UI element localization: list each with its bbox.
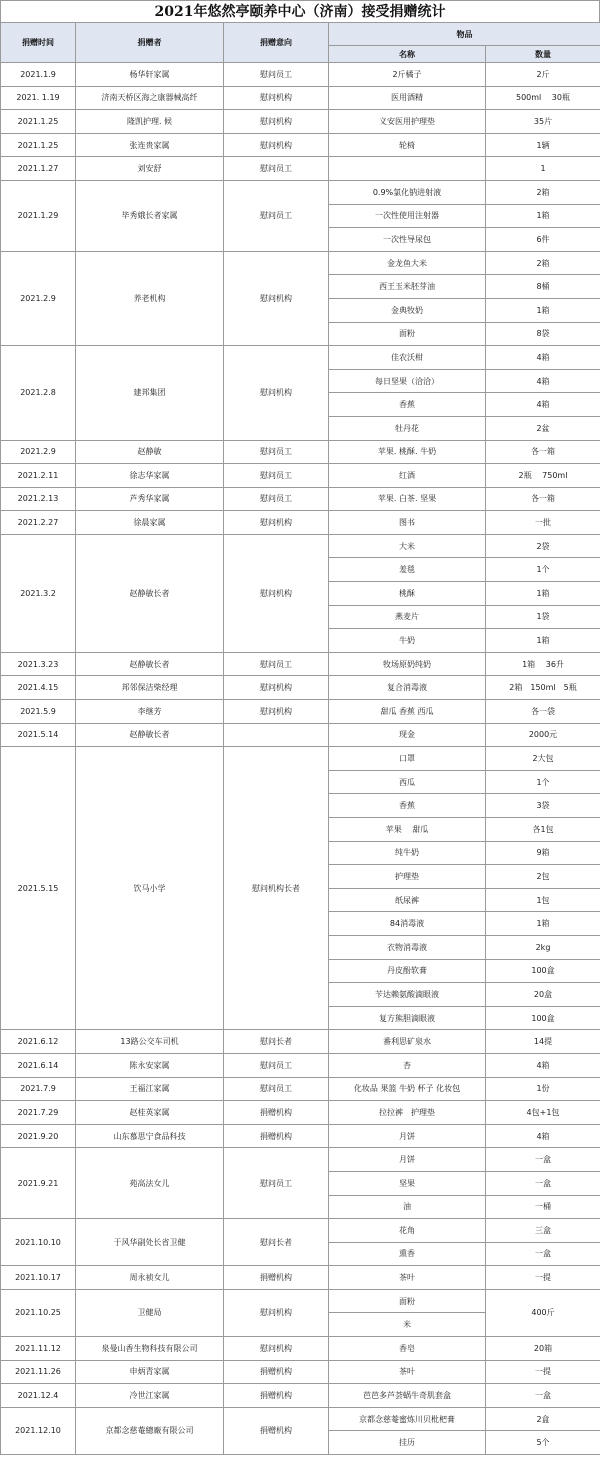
cell-item-name: 红酒 [329, 464, 486, 488]
cell-quantity: 3袋 [486, 794, 600, 818]
table-row [1, 1077, 600, 1101]
cell-item-name: 大米 [329, 534, 486, 558]
cell-quantity: 8桶 [486, 275, 600, 299]
cell-purpose: 慰问员工 [224, 440, 329, 464]
table-row [1, 1289, 600, 1313]
cell-quantity: 5个 [486, 1431, 600, 1455]
table-row [1, 346, 600, 370]
cell-quantity: 1袋 [486, 605, 600, 629]
cell-quantity: 2盒 [486, 1407, 600, 1431]
cell-purpose [224, 723, 329, 747]
cell-donor: 泉曼山香生物科技有限公司 [76, 1337, 224, 1361]
cell-quantity: 2袋 [486, 534, 600, 558]
cell-purpose: 慰问机构 [224, 534, 329, 652]
cell-purpose: 捐赠机构 [224, 1266, 329, 1290]
cell-item-name: 金龙鱼大米 [329, 251, 486, 275]
cell-quantity: 一批 [486, 511, 600, 535]
cell-item-name: 轮椅 [329, 133, 486, 157]
cell-purpose: 慰问机构 [224, 1337, 329, 1361]
cell-donor: 济南天桥区海之康器械高纤 [76, 86, 224, 110]
cell-quantity: 9箱 [486, 841, 600, 865]
table-row [1, 1337, 600, 1361]
cell-item-name: 图书 [329, 511, 486, 535]
cell-donor: 刘安舒 [76, 157, 224, 181]
table-body [1, 63, 600, 1455]
cell-item-name: 米 [329, 1313, 486, 1337]
cell-quantity: 2盆 [486, 416, 600, 440]
cell-donor: 王福江家属 [76, 1077, 224, 1101]
cell-item-name: 番利思矿泉水 [329, 1030, 486, 1054]
cell-item-name: 月饼 [329, 1148, 486, 1172]
header-date: 捐赠时间 [1, 23, 76, 63]
cell-purpose: 慰问员工 [224, 652, 329, 676]
cell-purpose: 捐赠机构 [224, 1124, 329, 1148]
table-row [1, 747, 600, 771]
cell-item-name: 牡丹花 [329, 416, 486, 440]
cell-date: 2021.10.25 [1, 1289, 76, 1336]
header-purpose: 捐赠意向 [224, 23, 329, 63]
cell-item-name: 复合消毒液 [329, 676, 486, 700]
cell-donor: 京都念慈菴總廠有限公司 [76, 1407, 224, 1454]
cell-donor: 赵静敏长者 [76, 534, 224, 652]
cell-quantity: 4箱 [486, 393, 600, 417]
cell-item-name: 金典牧奶 [329, 298, 486, 322]
cell-quantity: 1箱 36升 [486, 652, 600, 676]
cell-donor: 毕秀娥长者家属 [76, 180, 224, 251]
cell-purpose: 慰问机构 [224, 511, 329, 535]
table-row [1, 1384, 600, 1408]
cell-item-name: 纯牛奶 [329, 841, 486, 865]
cell-quantity: 20箱 [486, 1337, 600, 1361]
cell-item-name: 月饼 [329, 1124, 486, 1148]
cell-purpose: 慰问员工 [224, 63, 329, 87]
cell-quantity: 一提 [486, 1266, 600, 1290]
cell-quantity: 各1包 [486, 818, 600, 842]
cell-item-name: 坚果 [329, 1171, 486, 1195]
cell-item-name: 口罩 [329, 747, 486, 771]
cell-purpose: 慰问员工 [224, 1053, 329, 1077]
cell-quantity: 1个 [486, 770, 600, 794]
cell-quantity: 1 [486, 157, 600, 181]
header-donor: 捐赠者 [76, 23, 224, 63]
cell-item-name: 京都念慈菴蜜炼川贝枇杷膏 [329, 1407, 486, 1431]
cell-item-name [329, 157, 486, 181]
cell-item-name: 衣物消毒液 [329, 935, 486, 959]
cell-item-name: 花角 [329, 1219, 486, 1243]
header-items: 物品 [329, 23, 600, 46]
cell-donor: 于风华副处长省卫健 [76, 1219, 224, 1266]
cell-item-name: 苹果. 白茶. 坚果 [329, 487, 486, 511]
cell-donor: 张连贵家属 [76, 133, 224, 157]
cell-date: 2021.1.29 [1, 180, 76, 251]
cell-date: 2021.9.21 [1, 1148, 76, 1219]
cell-purpose: 慰问机构 [224, 1289, 329, 1336]
cell-donor: 建邦集团 [76, 346, 224, 440]
table-row [1, 157, 600, 181]
table-row [1, 1124, 600, 1148]
cell-purpose: 捐赠机构 [224, 1384, 329, 1408]
cell-item-name: 苹果 甜瓜 [329, 818, 486, 842]
table-row [1, 86, 600, 110]
cell-donor: 申炳青家属 [76, 1360, 224, 1384]
cell-item-name: 桃酥 [329, 582, 486, 606]
table-row [1, 511, 600, 535]
table-row [1, 1148, 600, 1172]
cell-donor: 赵静敏 [76, 440, 224, 464]
cell-donor: 李继芳 [76, 700, 224, 724]
cell-item-name: 2斤橘子 [329, 63, 486, 87]
cell-purpose: 慰问机构 [224, 133, 329, 157]
cell-item-name: 护理垫 [329, 865, 486, 889]
table-row [1, 1219, 600, 1243]
cell-item-name: 西瓜 [329, 770, 486, 794]
cell-donor: 赵静敏长者 [76, 652, 224, 676]
cell-quantity: 1包 [486, 888, 600, 912]
cell-quantity: 1辆 [486, 133, 600, 157]
cell-date: 2021.2.9 [1, 251, 76, 345]
cell-purpose: 慰问机构 [224, 251, 329, 345]
cell-purpose: 慰问机构 [224, 86, 329, 110]
cell-item-name: 杏 [329, 1053, 486, 1077]
cell-donor: 陈永安家属 [76, 1053, 224, 1077]
cell-item-name: 芭芭多芦荟蜗牛奇肌套盒 [329, 1384, 486, 1408]
cell-purpose: 慰问员工 [224, 1077, 329, 1101]
cell-item-name: 一次性导尿包 [329, 228, 486, 252]
table-row [1, 1407, 600, 1431]
cell-quantity: 一盒 [486, 1148, 600, 1172]
cell-item-name: 苹果. 桃酥. 牛奶 [329, 440, 486, 464]
cell-quantity: 4箱 [486, 369, 600, 393]
table-row [1, 652, 600, 676]
cell-purpose: 慰问长者 [224, 1219, 329, 1266]
table-row [1, 1266, 600, 1290]
cell-quantity: 1箱 [486, 298, 600, 322]
cell-item-name: 牧场原奶纯奶 [329, 652, 486, 676]
table-row [1, 180, 600, 204]
cell-item-name: 丹皮酚软膏 [329, 959, 486, 983]
cell-quantity: 2包 [486, 865, 600, 889]
cell-item-name: 每日坚果（洽洽） [329, 369, 486, 393]
cell-date: 2021.12.10 [1, 1407, 76, 1454]
cell-quantity: 一盒 [486, 1384, 600, 1408]
cell-date: 2021.1.25 [1, 110, 76, 134]
cell-date: 2021.2.8 [1, 346, 76, 440]
cell-date: 2021.9.20 [1, 1124, 76, 1148]
cell-item-name: 纸尿裤 [329, 888, 486, 912]
cell-quantity: 4箱 [486, 1053, 600, 1077]
cell-date: 2021.10.17 [1, 1266, 76, 1290]
cell-item-name: 84消毒液 [329, 912, 486, 936]
header-item-name: 名称 [329, 46, 486, 63]
cell-purpose: 慰问长者 [224, 1030, 329, 1054]
cell-quantity: 14提 [486, 1030, 600, 1054]
cell-item-name: 一次性使用注射器 [329, 204, 486, 228]
cell-item-name: 面粉 [329, 1289, 486, 1313]
cell-quantity: 一桶 [486, 1195, 600, 1219]
table-row [1, 63, 600, 87]
cell-quantity: 4箱 [486, 1124, 600, 1148]
cell-item-name: 苄达赖氨酸滴眼液 [329, 983, 486, 1007]
cell-quantity: 1箱 [486, 629, 600, 653]
cell-quantity: 500ml 30瓶 [486, 86, 600, 110]
cell-date: 2021.1.27 [1, 157, 76, 181]
cell-donor: 徐晨家属 [76, 511, 224, 535]
cell-purpose: 慰问机构 [224, 110, 329, 134]
cell-item-name: 牛奶 [329, 629, 486, 653]
cell-item-name: 挂历 [329, 1431, 486, 1455]
cell-purpose: 慰问机构长者 [224, 747, 329, 1030]
cell-item-name: 复方熊胆滴眼液 [329, 1006, 486, 1030]
cell-item-name: 0.9%氯化钠进射液 [329, 180, 486, 204]
cell-quantity: 1箱 [486, 582, 600, 606]
cell-date: 2021.1.9 [1, 63, 76, 87]
cell-quantity: 一盒 [486, 1242, 600, 1266]
cell-date: 2021.11.26 [1, 1360, 76, 1384]
cell-quantity: 100盒 [486, 1006, 600, 1030]
table-row [1, 1101, 600, 1125]
cell-quantity: 2箱 150ml 5瓶 [486, 676, 600, 700]
cell-item-name: 油 [329, 1195, 486, 1219]
cell-quantity: 一盒 [486, 1171, 600, 1195]
cell-item-name: 熏香 [329, 1242, 486, 1266]
cell-quantity: 400斤 [486, 1289, 600, 1336]
cell-donor: 赵静敏长者 [76, 723, 224, 747]
cell-donor: 徐志华家属 [76, 464, 224, 488]
cell-quantity: 4箱 [486, 346, 600, 370]
cell-donor: 杨华轩家属 [76, 63, 224, 87]
cell-quantity: 各一箱 [486, 440, 600, 464]
cell-item-name: 甜瓜 香蕉 西瓜 [329, 700, 486, 724]
cell-donor: 山东慕思宁食品科技 [76, 1124, 224, 1148]
table-row [1, 700, 600, 724]
cell-date: 2021.6.12 [1, 1030, 76, 1054]
cell-quantity: 2kg [486, 935, 600, 959]
table-header [1, 23, 600, 63]
cell-date: 2021.2.9 [1, 440, 76, 464]
cell-donor: 邦邻保洁柴经理 [76, 676, 224, 700]
cell-donor: 卫健局 [76, 1289, 224, 1336]
cell-date: 2021.5.15 [1, 747, 76, 1030]
cell-purpose: 慰问机构 [224, 676, 329, 700]
cell-donor: 饮马小学 [76, 747, 224, 1030]
cell-donor: 冷世江家属 [76, 1384, 224, 1408]
cell-item-name: 拉拉裤 护理垫 [329, 1101, 486, 1125]
cell-purpose: 慰问员工 [224, 1148, 329, 1219]
cell-quantity: 1个 [486, 558, 600, 582]
cell-quantity: 一提 [486, 1360, 600, 1384]
cell-item-name: 香蕉 [329, 393, 486, 417]
cell-item-name: 香蕉 [329, 794, 486, 818]
cell-date: 2021.2.27 [1, 511, 76, 535]
cell-purpose: 捐赠机构 [224, 1101, 329, 1125]
table-row [1, 723, 600, 747]
cell-quantity: 20盒 [486, 983, 600, 1007]
header-quantity: 数量 [486, 46, 600, 63]
cell-item-name: 茶叶 [329, 1360, 486, 1384]
cell-donor: 养老机构 [76, 251, 224, 345]
cell-donor: 赵桂英家属 [76, 1101, 224, 1125]
cell-date: 2021.11.12 [1, 1337, 76, 1361]
donation-table [0, 22, 600, 1455]
cell-date: 2021. 1.19 [1, 86, 76, 110]
table-row [1, 1053, 600, 1077]
table-row [1, 133, 600, 157]
cell-purpose: 捐赠机构 [224, 1407, 329, 1454]
table-row [1, 1360, 600, 1384]
cell-date: 2021.3.23 [1, 652, 76, 676]
cell-quantity: 4包+1包 [486, 1101, 600, 1125]
sheet-title: 2021年悠然亭颐养中心（济南）接受捐赠统计 [0, 0, 600, 22]
cell-quantity: 三盒 [486, 1219, 600, 1243]
cell-purpose: 慰问员工 [224, 487, 329, 511]
cell-quantity: 各一袋 [486, 700, 600, 724]
table-row [1, 110, 600, 134]
cell-item-name: 现金 [329, 723, 486, 747]
cell-quantity: 6件 [486, 228, 600, 252]
cell-date: 2021.6.14 [1, 1053, 76, 1077]
cell-quantity: 各一箱 [486, 487, 600, 511]
cell-date: 2021.2.11 [1, 464, 76, 488]
cell-donor: 隆凯护理. 候 [76, 110, 224, 134]
cell-date: 2021.12.4 [1, 1384, 76, 1408]
cell-donor: 13路公交车司机 [76, 1030, 224, 1054]
cell-item-name: 燕麦片 [329, 605, 486, 629]
cell-quantity: 1箱 [486, 204, 600, 228]
cell-purpose: 慰问机构 [224, 346, 329, 440]
cell-quantity: 2000元 [486, 723, 600, 747]
cell-item-name: 佳农沃柑 [329, 346, 486, 370]
cell-donor: 周永祯女儿 [76, 1266, 224, 1290]
cell-quantity: 8袋 [486, 322, 600, 346]
cell-purpose: 慰问员工 [224, 180, 329, 251]
cell-quantity: 1份 [486, 1077, 600, 1101]
cell-item-name: 西王玉米胚芽油 [329, 275, 486, 299]
cell-quantity: 35片 [486, 110, 600, 134]
cell-quantity: 100盒 [486, 959, 600, 983]
table-row [1, 487, 600, 511]
cell-item-name: 茶叶 [329, 1266, 486, 1290]
cell-quantity: 2瓶 750ml [486, 464, 600, 488]
cell-quantity: 1箱 [486, 912, 600, 936]
cell-purpose: 慰问员工 [224, 464, 329, 488]
cell-purpose: 慰问机构 [224, 700, 329, 724]
cell-item-name: 面粉 [329, 322, 486, 346]
cell-date: 2021.5.14 [1, 723, 76, 747]
cell-date: 2021.2.13 [1, 487, 76, 511]
table-row [1, 464, 600, 488]
cell-quantity: 2箱 [486, 180, 600, 204]
cell-item-name: 羞毯 [329, 558, 486, 582]
cell-item-name: 香皂 [329, 1337, 486, 1361]
cell-donor: 芦秀华家属 [76, 487, 224, 511]
cell-date: 2021.7.29 [1, 1101, 76, 1125]
cell-quantity: 2大包 [486, 747, 600, 771]
cell-item-name: 义安医用护理垫 [329, 110, 486, 134]
cell-item-name: 医用酒精 [329, 86, 486, 110]
cell-date: 2021.1.25 [1, 133, 76, 157]
cell-donor: 苑高法女儿 [76, 1148, 224, 1219]
cell-date: 2021.4.15 [1, 676, 76, 700]
table-row [1, 251, 600, 275]
table-row [1, 676, 600, 700]
cell-quantity: 2箱 [486, 251, 600, 275]
cell-date: 2021.3.2 [1, 534, 76, 652]
table-row [1, 440, 600, 464]
cell-purpose: 捐赠机构 [224, 1360, 329, 1384]
cell-date: 2021.10.10 [1, 1219, 76, 1266]
cell-quantity: 2斤 [486, 63, 600, 87]
cell-purpose: 慰问员工 [224, 157, 329, 181]
table-row [1, 534, 600, 558]
table-row [1, 1030, 600, 1054]
cell-date: 2021.5.9 [1, 700, 76, 724]
cell-date: 2021.7.9 [1, 1077, 76, 1101]
cell-item-name: 化妆品 果篮 牛奶 杯子 化妆包 [329, 1077, 486, 1101]
